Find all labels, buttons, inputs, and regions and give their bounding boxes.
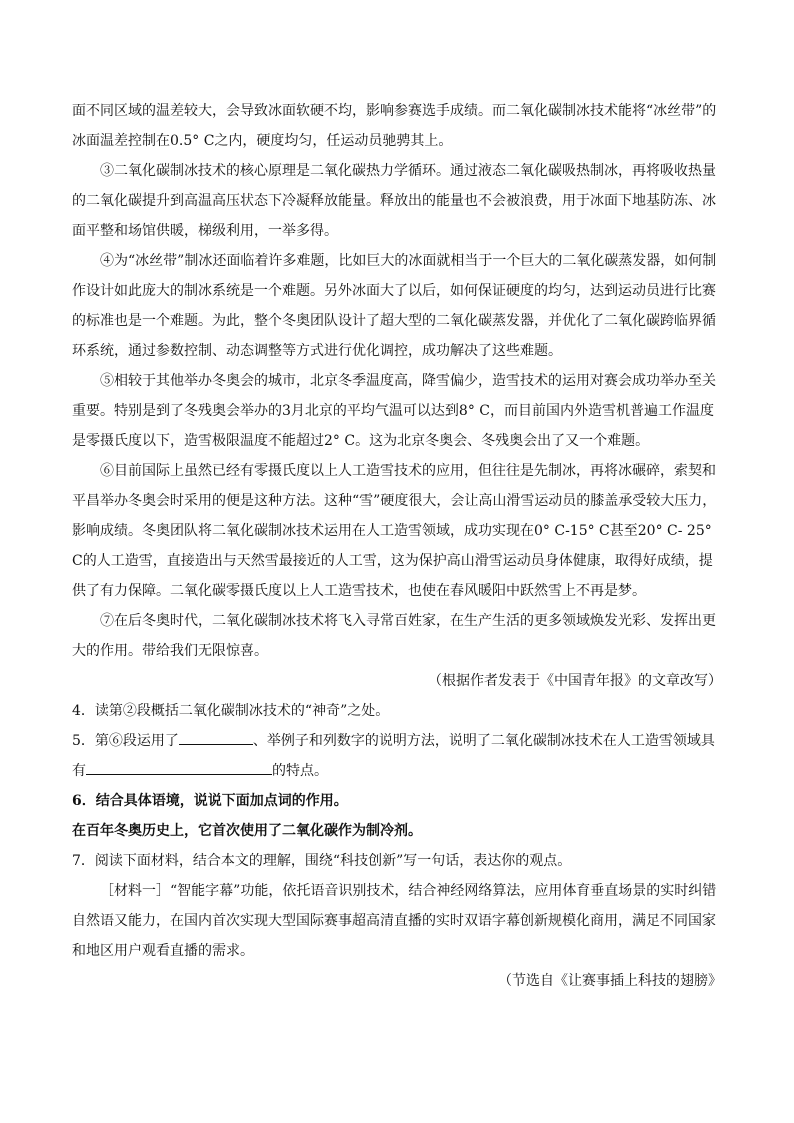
question-4: 4．读第②段概括二氧化碳制冰技术的“神奇”之处。 [72,703,390,719]
question-5-part-a: 5．第⑥段运用了 [72,733,179,749]
document-page [72,96,722,996]
paragraph-7: ⑦在后冬奥时代，二氧化碳制冰技术将飞入寻常百姓家，在生产生活的更多领域焕发光彩、发挥出更大的作用。带给我们无限惊喜。 [72,613,716,659]
paragraph-3: ③二氧化碳制冰技术的核心原理是二氧化碳热力学循环。通过液态二氧化碳吸热制冰，再将吸收热量的二氧化碳提升到高温高压状态下冷凝释放能量。释放出的能量也不会被浪费，用于冰面下地基防冻、冰面平整和场馆供暖，梯级利用，一举多得。 [72,163,716,239]
paragraph-continued: 面不同区域的温差较大，会导致冰面软硬不均，影响参赛选手成绩。而二氧化碳制冰技术能将“冰丝带”的冰面温差控制在0.5° C之内，硬度均匀，任运动员驰骋其上。 [72,103,717,149]
question-5-part-b: 、举例子和列数字的说明方法，说明了二氧化碳制冰技术在人工造雪领域具 [252,733,715,749]
paragraph-6: ⑥目前国际上虽然已经有零摄氏度以上人工造雪技术的应用，但往往是先制冰，再将冰碾碎，索契和平昌举办冬奥会时采用的便是这种方法。这种“雪”硬度很大，会让高山滑雪运动员的膝盖承受较大压力，影响成绩。冬奥团队将二氧化碳制冰技术运用在人工造雪领域，成功实现在0° C-15° C甚至20° C- 25° C的人工造雪，直接造出与天然雪最接近的人工雪，这为保护高山滑雪运动员身体健康，取得好成绩，提供了有力保障。二氧化碳零摄氏度以上人工造雪技术，也使在春风暖阳中跃然雪上不再是梦。 [72,463,717,599]
material-1: ［材料一］“智能字幕”功能，依托语音识别技术，结合神经网络算法，应用体育垂直场景的实时纠错自然语又能力，在国内首次实现大型国际赛事超高清直播的实时双语字幕创新规模化商用，满足不同国家和地区用户观看直播的需求。 [72,883,717,959]
question-7: 7．阅读下面材料，结合本文的理解，围绕“科技创新”写一句话，表达你的观点。 [72,853,572,869]
answer-blank-2[interactable] [86,758,272,775]
material-1-source: （节选自《让赛事插上科技的翅膀》 [498,973,722,989]
question-5 [72,726,722,786]
answer-blank-1[interactable] [179,728,253,745]
question-5-part-c: 有 [72,763,86,779]
article-source: （根据作者发表于《中国青年报》的文章改写） [428,673,722,689]
question-6-sentence: 在百年冬奥历史上，它首次使用了二氧化碳作为制冷剂。 [72,823,422,839]
paragraph-5: ⑤相较于其他举办冬奥会的城市，北京冬季温度高，降雪偏少，造雪技术的运用对赛会成功举办至关重要。特别是到了冬残奥会举办的3月北京的平均气温可以达到8° C，而目前国内外造雪机普遍工作温度是零摄氏度以下，造雪极限温度不能超过2° C。这为北京冬奥会、冬残奥会出了又一个难题。 [72,373,716,449]
paragraph-4: ④为“冰丝带”制冰还面临着许多难题，比如巨大的冰面就相当于一个巨大的二氧化碳蒸发器，如何制作设计如此庞大的制冰系统是一个难题。另外冰面大了以后，如何保证硬度的均匀，达到运动员进行比赛的标准也是一个难题。为此，整个冬奥团队设计了超大型的二氧化碳蒸发器，并优化了二氧化碳跨临界循环系统，通过参数控制、动态调整等方式进行优化调控，成功解决了这些难题。 [72,253,717,359]
question-6: 6．结合具体语境，说说下面加点词的作用。 [72,793,348,809]
question-5-part-d: 的特点。 [272,763,328,779]
